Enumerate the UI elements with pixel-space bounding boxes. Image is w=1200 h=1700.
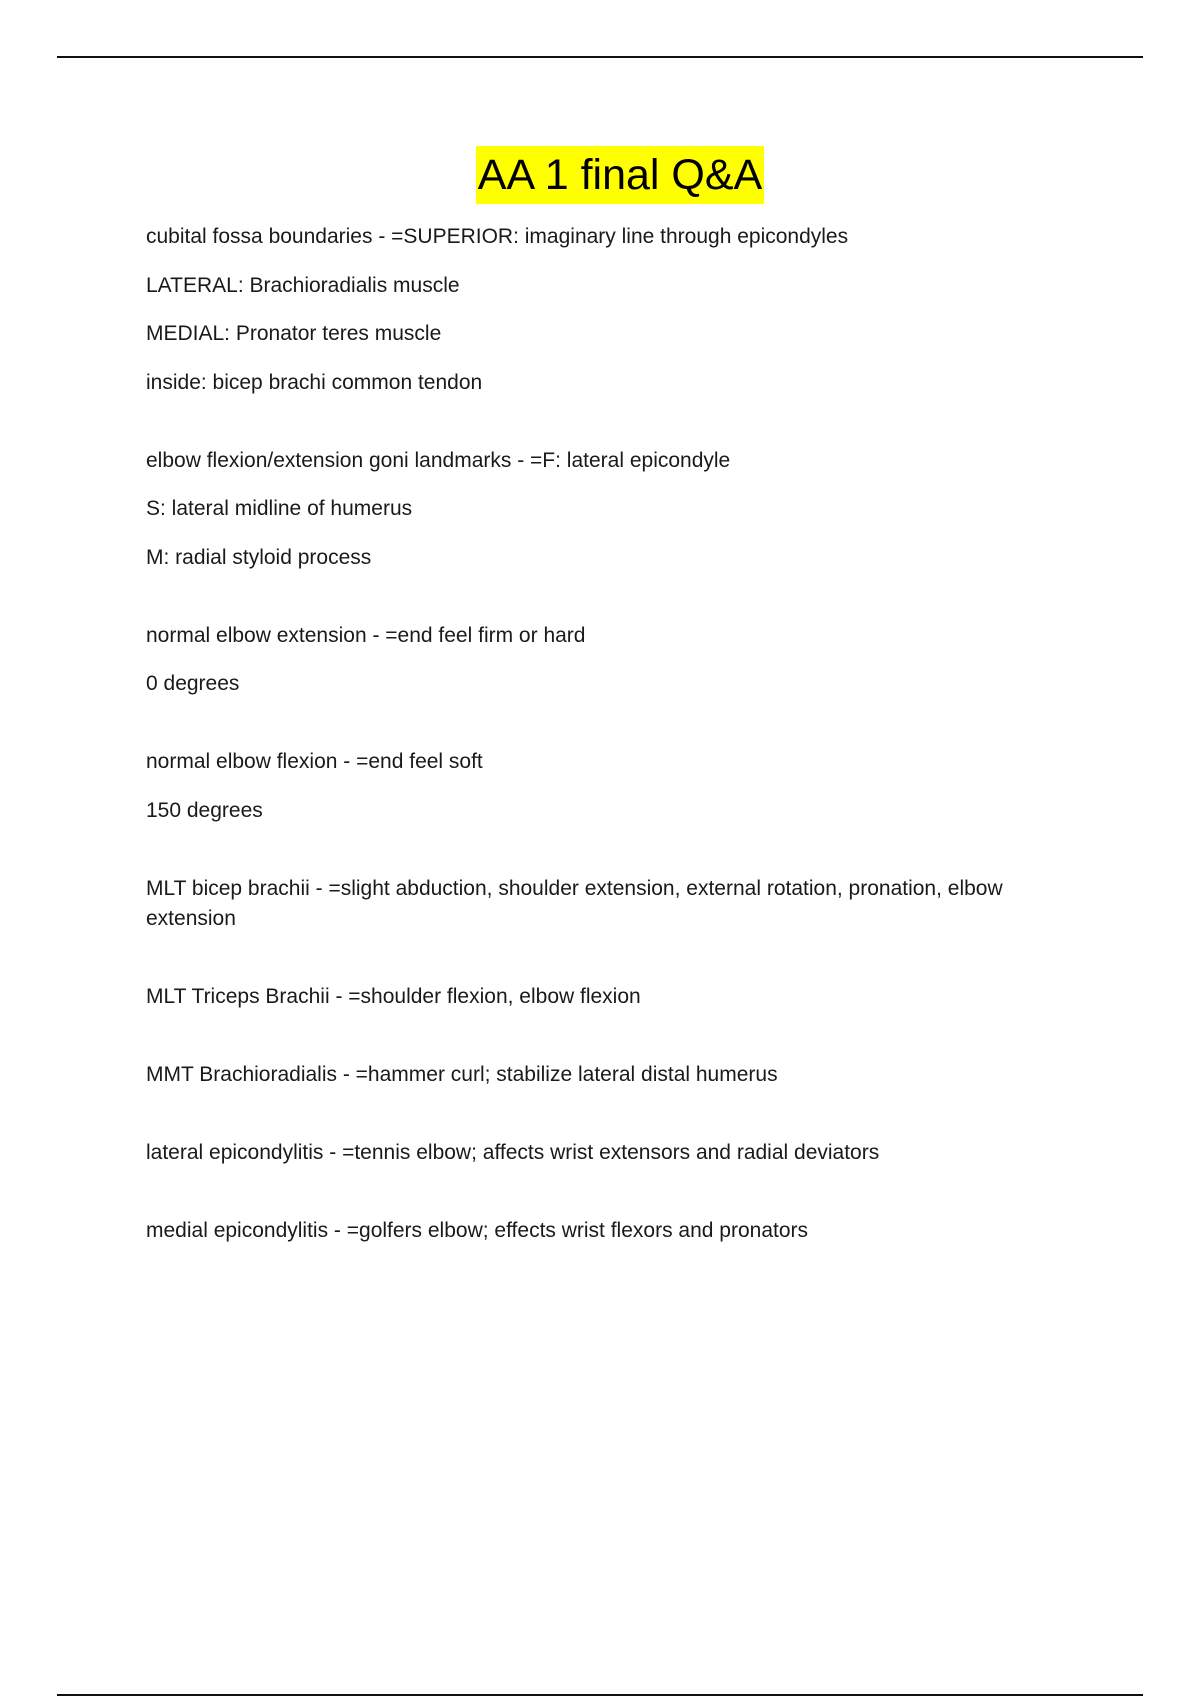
header-rule — [57, 56, 1143, 58]
qa-list — [146, 222, 1086, 1294]
qa-entry — [146, 1060, 1086, 1090]
qa-line: normal elbow extension - =end feel firm or hard — [146, 623, 586, 647]
qa-entry — [146, 747, 1086, 826]
title-container — [0, 146, 1200, 204]
qa-line: medial epicondylitis - =golfers elbow; effects wrist flexors and pronators — [146, 1218, 809, 1242]
qa-line: S: lateral midline of humerus — [146, 497, 413, 520]
qa-entry — [146, 982, 1086, 1012]
qa-line: LATERAL: Brachioradialis muscle — [146, 273, 460, 297]
qa-line: MLT bicep brachii - =slight abduction, shoulder extension, external rotation, pronation, elbow extension — [146, 876, 1003, 930]
qa-entry — [146, 621, 1086, 700]
qa-line: inside: bicep brachi common tendon — [146, 370, 483, 394]
qa-line: MEDIAL: Pronator teres muscle — [146, 322, 442, 345]
qa-line: M: radial styloid process — [146, 545, 372, 569]
qa-line: MLT Triceps Brachii - =shoulder flexion, elbow flexion — [146, 984, 641, 1008]
qa-line: 0 degrees — [146, 672, 240, 695]
qa-entry — [146, 874, 1086, 934]
footer-rule — [57, 1694, 1143, 1696]
qa-line: normal elbow flexion - =end feel soft — [146, 750, 483, 773]
document-title: AA 1 final Q&A — [476, 146, 764, 204]
qa-line: cubital fossa boundaries - =SUPERIOR: imaginary line through epicondyles — [146, 225, 849, 248]
qa-line: MMT Brachioradialis - =hammer curl; stabilize lateral distal humerus — [146, 1062, 778, 1086]
qa-entry — [146, 1138, 1086, 1168]
qa-line: lateral epicondylitis - =tennis elbow; affects wrist extensors and radial deviators — [146, 1140, 880, 1164]
qa-line: 150 degrees — [146, 798, 263, 822]
qa-entry — [146, 446, 1086, 573]
qa-entry — [146, 222, 1086, 398]
qa-entry — [146, 1216, 1086, 1246]
qa-line: elbow flexion/extension goni landmarks - =F: lateral epicondyle — [146, 448, 731, 472]
